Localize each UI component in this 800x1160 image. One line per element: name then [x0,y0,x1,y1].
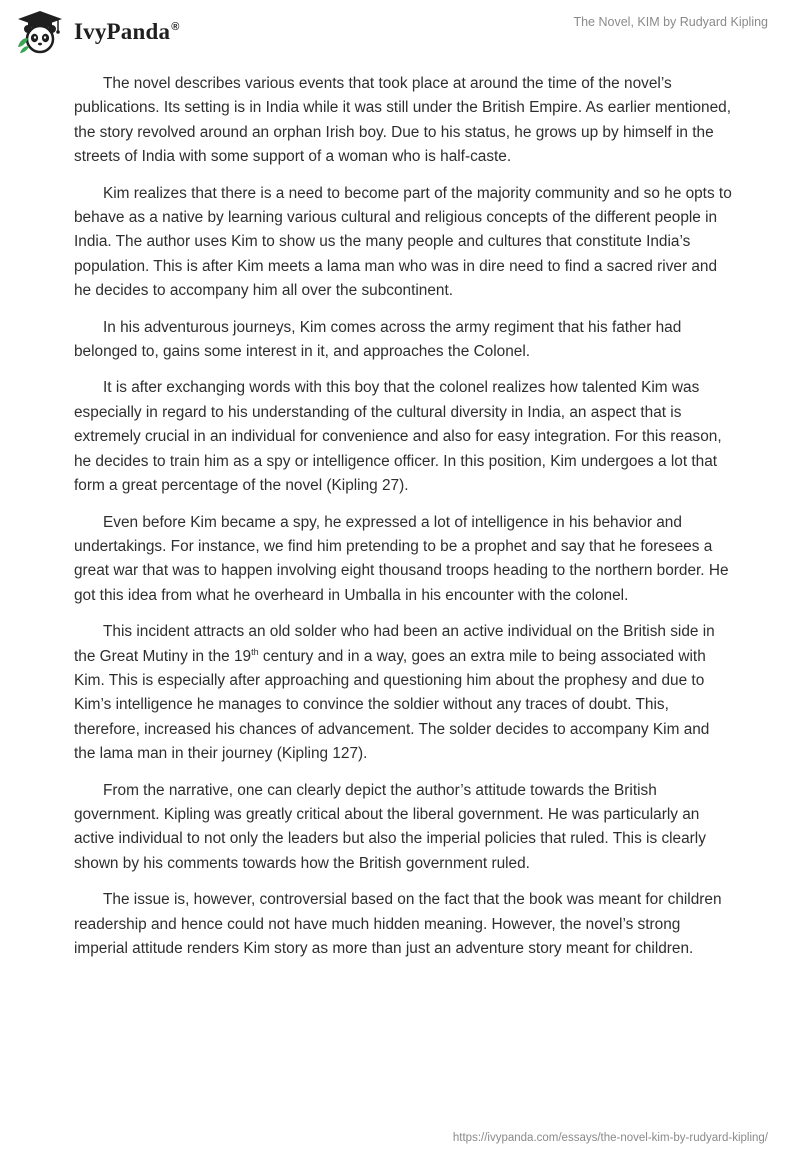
paragraph-5: Even before Kim became a spy, he expressed a lot of intelligence in his behavior and undertakings. For instance, we find him pretending to be a prophet and say that he foresees a great war that was to happen involving eight thousand troops heading to the northern border. He got this idea from what he overheard in Umballa in his encounter with the colonel. [74,513,729,604]
registered-mark: ® [171,21,180,34]
paragraph-6 [74,620,734,766]
ordinal-suffix: th [251,646,259,657]
paragraph-6-end: century and in a way, goes an extra mile to being associated with Kim. This is especially after approaching and questioning him about the prophesy and due to Kim’s intelligence he manages to convince the soldier without any traces of doubt. This, therefore, increased his chances of advancement. The solder decides to accompany Kim and the lama man in their journey (Kipling 127). [74,647,710,763]
paragraph-7: From the narrative, one can clearly depict the author’s attitude towards the British government. Kipling was greatly critical about the liberal government. He was particularly an active individual to not only the leaders but also the imperial policies that ruled. This is clearly shown by his comments towards how the British government ruled. [74,781,706,872]
paragraph-3: In his adventurous journeys, Kim comes across the army regiment that his father had belonged to, gains some interest in it, and approaches the Colonel. [74,318,682,361]
paragraph-6-start: This incident attracts an old solder who had been an active individual on the British side in the Great Mutiny in the 19 [74,623,715,665]
ivypanda-logo[interactable] [14,9,180,55]
panda-graduate-icon [14,9,66,55]
paragraph-4: It is after exchanging words with this boy that the colonel realizes how talented Kim was especially in regard to his understanding of the cultural diversity in India, an aspect that is extremely crucial in an individual for convenience and also for easy integration. For this reason, he decides to train him as a spy or intelligence officer. In this position, Kim undergoes a lot that form a great percentage of the novel (Kipling 27). [74,379,722,495]
brand-name: IvyPanda® [74,19,180,44]
paragraph-1: The novel describes various events that took place at around the time of the novel’s publications. Its setting is in India while it was still under the British Empire. As earlier mentioned, the story revolved around an orphan Irish boy. Due to his status, he grows up by himself in the streets of India with some support of a woman who is half-caste. [74,75,731,166]
page-header [0,0,800,70]
essay-body [74,72,734,973]
document-title: The Novel, KIM by Rudyard Kipling [573,15,768,29]
paragraph-8: The issue is, however, controversial based on the fact that the book was meant for children readership and hence could not have much hidden meaning. However, the novel’s strong imperial attitude renders Kim story as more than just an adventure story meant for children. [74,891,722,957]
source-url[interactable]: https://ivypanda.com/essays/the-novel-kim-by-rudyard-kipling/ [452,1132,768,1144]
paragraph-2: Kim realizes that there is a need to become part of the majority community and so he opts to behave as a native by learning various cultural and religious concepts of the different people in India. The author uses Kim to show us the many people and cultures that constitute India’s population. This is after Kim meets a lama man who was in dire need to find a sacred river and he decides to accompany him all over the subcontinent. [74,184,732,300]
